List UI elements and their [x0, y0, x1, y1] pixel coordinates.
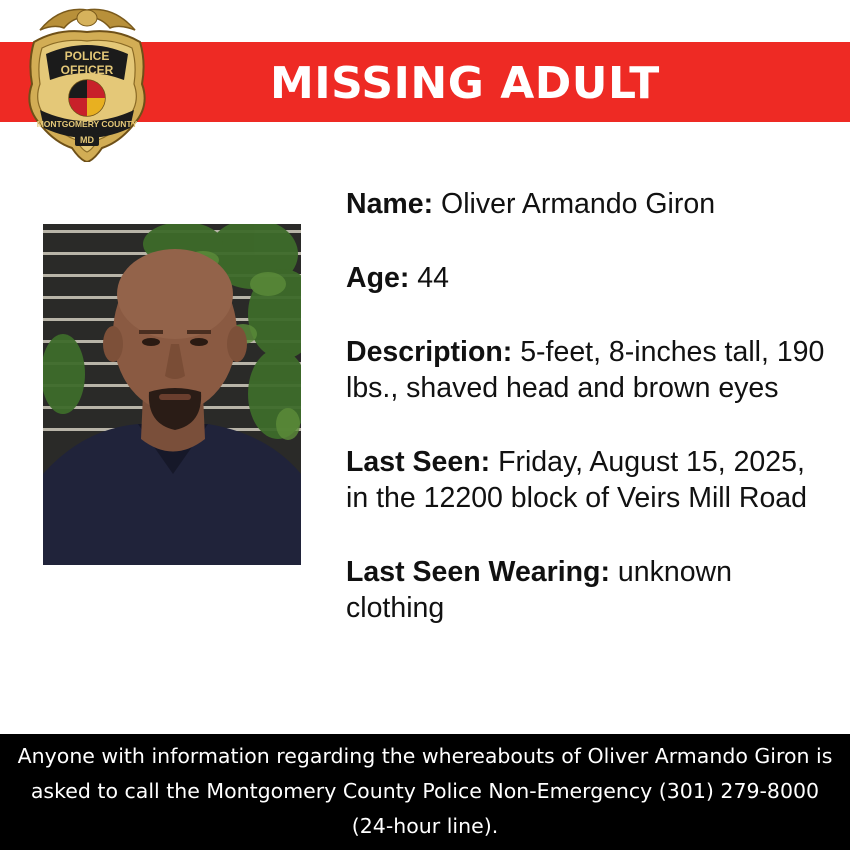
- age-field: [346, 260, 831, 296]
- contact-text: Anyone with information regarding the whereabouts of Oliver Armando Giron is asked to call the Montgomery County Police Non-Emergency (301) 279-8000 (24-hour line).: [17, 744, 833, 838]
- person-photo: [43, 224, 301, 565]
- page-title: MISSING ADULT: [270, 58, 660, 109]
- badge-top-text-2: OFFICER: [60, 63, 114, 77]
- contact-footer: [0, 734, 850, 850]
- badge-state-text: MD: [80, 135, 94, 145]
- age-value: 44: [417, 262, 449, 294]
- description-label: Description:: [346, 336, 513, 368]
- age-label: Age:: [346, 262, 410, 294]
- badge-top-text-1: POLICE: [64, 49, 110, 63]
- police-badge-icon: [20, 2, 155, 162]
- last-seen-wearing-label: Last Seen Wearing:: [346, 556, 610, 588]
- name-label: Name:: [346, 188, 434, 220]
- name-value: Oliver Armando Giron: [441, 188, 716, 220]
- last-seen-field: [346, 444, 831, 516]
- description-field: [346, 334, 831, 406]
- description-value: 5-feet, 8-inches tall, 190 lbs., shaved head and brown eyes: [346, 336, 825, 404]
- last-seen-wearing-field: [346, 554, 831, 626]
- last-seen-wearing-value: unknown clothing: [346, 556, 732, 624]
- last-seen-value: Friday, August 15, 2025, in the 12200 block of Veirs Mill Road: [346, 446, 808, 514]
- badge-bottom-text: MONTGOMERY COUNTY: [36, 119, 138, 129]
- name-field: [346, 186, 831, 222]
- details-panel: [346, 186, 831, 664]
- last-seen-label: Last Seen:: [346, 446, 491, 478]
